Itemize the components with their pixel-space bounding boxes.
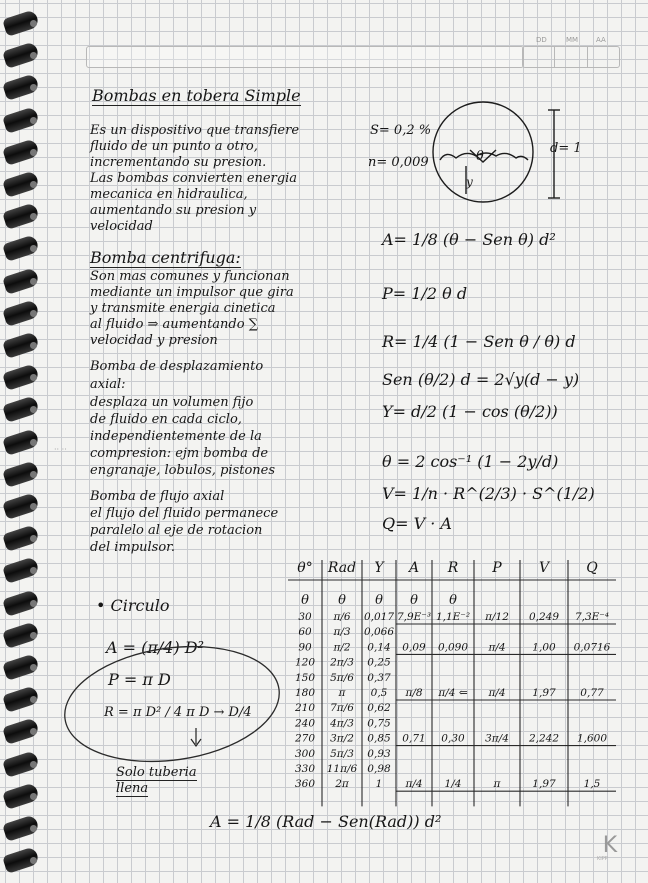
table-cell: 0,98 xyxy=(367,763,391,775)
table-unit-cell: θ xyxy=(375,593,383,608)
table-cell: 0,249 xyxy=(528,611,560,623)
circle-area: A = (π/4) D² xyxy=(106,638,205,657)
table-cell: π/3 xyxy=(333,626,351,639)
table-cell: 7,3E⁻⁴ xyxy=(574,611,610,623)
table-cell: 0,37 xyxy=(367,671,391,684)
table-cell: π/6 xyxy=(333,611,351,623)
pipe-diagram xyxy=(433,102,560,202)
table-cell: 0,62 xyxy=(367,702,391,715)
table-cell: 5π/3 xyxy=(330,747,354,760)
table-cell: 0,0716 xyxy=(573,641,611,654)
margin-mark: ·· ·· xyxy=(54,445,67,454)
table-cell: 1,5 xyxy=(583,778,601,791)
table-cell: 2,242 xyxy=(528,732,560,745)
text-line: Son mas comunes y funcionan xyxy=(90,269,290,284)
text-line: Bomba de flujo axial xyxy=(90,489,225,504)
brand-logo: K xyxy=(602,833,618,858)
brand-logo-sub: KIPP xyxy=(597,856,608,862)
table-cell: 90 xyxy=(298,641,312,654)
table-unit-cell: θ xyxy=(301,593,309,608)
date-label-year: AA xyxy=(596,36,606,44)
table-cell: 0,09 xyxy=(402,641,426,654)
text-line: aumentando su presion y xyxy=(90,203,257,218)
page-title: Bombas en tobera Simple xyxy=(92,86,301,105)
table-header-7: Q xyxy=(586,560,598,576)
table-cell: 2π/3 xyxy=(330,656,354,669)
text-line: del impulsor. xyxy=(90,540,176,555)
text-line: paralelo al eje de rotacion xyxy=(90,523,263,538)
table-cell: 0,5 xyxy=(370,687,388,699)
table-cell: 0,71 xyxy=(402,732,426,745)
table-unit-cell: θ xyxy=(449,593,457,608)
circle-note-line1: Solo tuberia xyxy=(116,765,197,780)
table-header-0: θ° xyxy=(297,560,313,576)
table-header-4: R xyxy=(447,560,459,576)
formula-sen: Sen (θ/2) d = 2√y(d − y) xyxy=(382,370,580,389)
table-cell: 150 xyxy=(294,671,316,684)
table-cell: 0,30 xyxy=(441,732,465,745)
table-cell: π/4 ⇐ xyxy=(438,687,468,699)
table-cell: 240 xyxy=(294,717,316,730)
table-header-5: P xyxy=(492,560,502,576)
table-cell: 0,75 xyxy=(367,717,391,730)
circle-note-line2: llena xyxy=(116,781,149,796)
formula-radius: R= 1/4 (1 − Sen θ / θ) d xyxy=(382,332,576,351)
table-cell: π/2 xyxy=(333,641,351,654)
formula-perimeter: P= 1/2 θ d xyxy=(382,284,468,303)
table-header-3: A xyxy=(408,560,420,576)
formula-theta: θ = 2 cos⁻¹ (1 − 2y/d) xyxy=(382,452,559,471)
slope-value: S= 0,2 % xyxy=(370,123,432,138)
table-cell: π/4 xyxy=(488,687,506,699)
text-line: al fluido ⇒ aumentando ∑ xyxy=(90,317,258,332)
highlight-ellipse xyxy=(57,634,286,775)
table-cell: 30 xyxy=(298,611,312,623)
text-line: el flujo del fluido permanece xyxy=(90,506,279,521)
table-cell: 1,600 xyxy=(576,732,608,745)
theta-arc xyxy=(470,150,496,162)
table-cell: 1,97 xyxy=(532,778,556,791)
circle-radius: R = π D² / 4 π D → D/4 xyxy=(104,705,252,720)
table-header-2: Y xyxy=(374,560,384,576)
table-cell: 11π/6 xyxy=(326,763,358,775)
section-title-centrifuga: Bomba centrifuga: xyxy=(90,248,241,267)
text-line: engranaje, lobulos, pistones xyxy=(90,463,276,478)
table-cell: π/12 xyxy=(485,611,509,623)
table-cell: 60 xyxy=(298,626,312,639)
water-surface xyxy=(440,153,528,160)
table-cell: 0,85 xyxy=(367,732,391,745)
table-cell: 1,1E⁻² xyxy=(435,611,471,623)
table-cell: 3π/4 xyxy=(485,732,509,745)
table-cell: 3π/2 xyxy=(330,732,354,745)
table-cell: 1,00 xyxy=(532,641,556,654)
text-line: mecanica en hidraulica, xyxy=(90,187,248,202)
text-line: Es un dispositivo que transfiere xyxy=(90,123,300,138)
text-line: Las bombas convierten energia xyxy=(90,171,298,186)
table-cell: 1,97 xyxy=(532,687,556,699)
text-line: compresion: ejm bomba de xyxy=(90,446,269,461)
circle-perimeter: P = π D xyxy=(108,670,171,689)
text-line: axial: xyxy=(90,377,126,392)
table-cell: 0,090 xyxy=(437,641,469,654)
text-line: independientemente de la xyxy=(90,429,262,444)
table-cell: 1/4 xyxy=(444,778,462,791)
text-line: desplaza un volumen fijo xyxy=(90,395,254,410)
text-line: fluido de un punto a otro, xyxy=(90,139,258,154)
manning-value: n= 0,009 xyxy=(368,155,429,170)
diameter-label: d= 1 xyxy=(550,141,582,156)
bottom-formula: A = 1/8 (Rad − Sen(Rad)) d² xyxy=(210,812,442,831)
theta-label: θ xyxy=(476,149,484,164)
formula-velocity: V= 1/n · R^(2/3) · S^(1/2) xyxy=(382,484,595,503)
table-cell: 0,25 xyxy=(367,656,391,669)
date-label-month: MM xyxy=(566,36,579,44)
table-cell: 4π/3 xyxy=(330,717,354,730)
table-cell: π/8 xyxy=(405,687,423,699)
table-unit-cell: θ xyxy=(410,593,418,608)
table-unit-cell: θ xyxy=(338,593,346,608)
text-line: velocidad xyxy=(90,219,153,234)
table-cell: 0,017 xyxy=(363,611,395,623)
table-cell: 0,14 xyxy=(367,641,391,654)
table-cell: π/4 xyxy=(488,641,506,654)
table-header-6: V xyxy=(538,560,550,576)
table-cell: 330 xyxy=(294,763,316,775)
table-cell: 180 xyxy=(294,687,316,699)
table-cell: 1 xyxy=(375,778,383,791)
circle-bullet: • Circulo xyxy=(96,596,170,615)
text-line: y transmite energia cinetica xyxy=(90,301,276,316)
text-line: velocidad y presion xyxy=(90,333,218,348)
table-cell: π xyxy=(338,687,346,699)
table-cell: 5π/6 xyxy=(330,671,354,684)
table-cell: 270 xyxy=(294,732,316,745)
table-cell: 2π xyxy=(335,778,349,791)
table-cell: 360 xyxy=(294,778,316,791)
formula-area: A= 1/8 (θ − Sen θ) d² xyxy=(382,230,556,249)
pipe-circle xyxy=(433,102,533,202)
table-cell: 0,77 xyxy=(580,687,604,699)
table-cell: 0,93 xyxy=(367,747,391,760)
table-cell: 0,066 xyxy=(363,626,395,639)
down-arrow xyxy=(191,728,201,746)
depth-label: y xyxy=(466,175,473,189)
text-line: de fluido en cada ciclo, xyxy=(90,412,242,427)
table-cell: π xyxy=(493,778,501,791)
text-line: incrementando su presion. xyxy=(90,155,267,170)
table-cell: 7π/6 xyxy=(330,702,354,715)
table-cell: 300 xyxy=(294,747,316,760)
table-header-1: Rad xyxy=(327,560,357,576)
table-cell: π/4 xyxy=(405,778,423,791)
text-line: mediante un impulsor que gira xyxy=(90,285,294,300)
formula-y: Y= d/2 (1 − cos (θ/2)) xyxy=(382,402,558,421)
table-cell: 210 xyxy=(294,702,316,715)
data-table xyxy=(294,560,611,790)
text-line: Bomba de desplazamiento xyxy=(90,359,264,374)
table-cell: 7,9E⁻³ xyxy=(396,611,432,623)
table-cell: 120 xyxy=(294,656,316,669)
date-label-day: DD xyxy=(536,36,547,44)
formula-flow: Q= V · A xyxy=(382,514,452,533)
